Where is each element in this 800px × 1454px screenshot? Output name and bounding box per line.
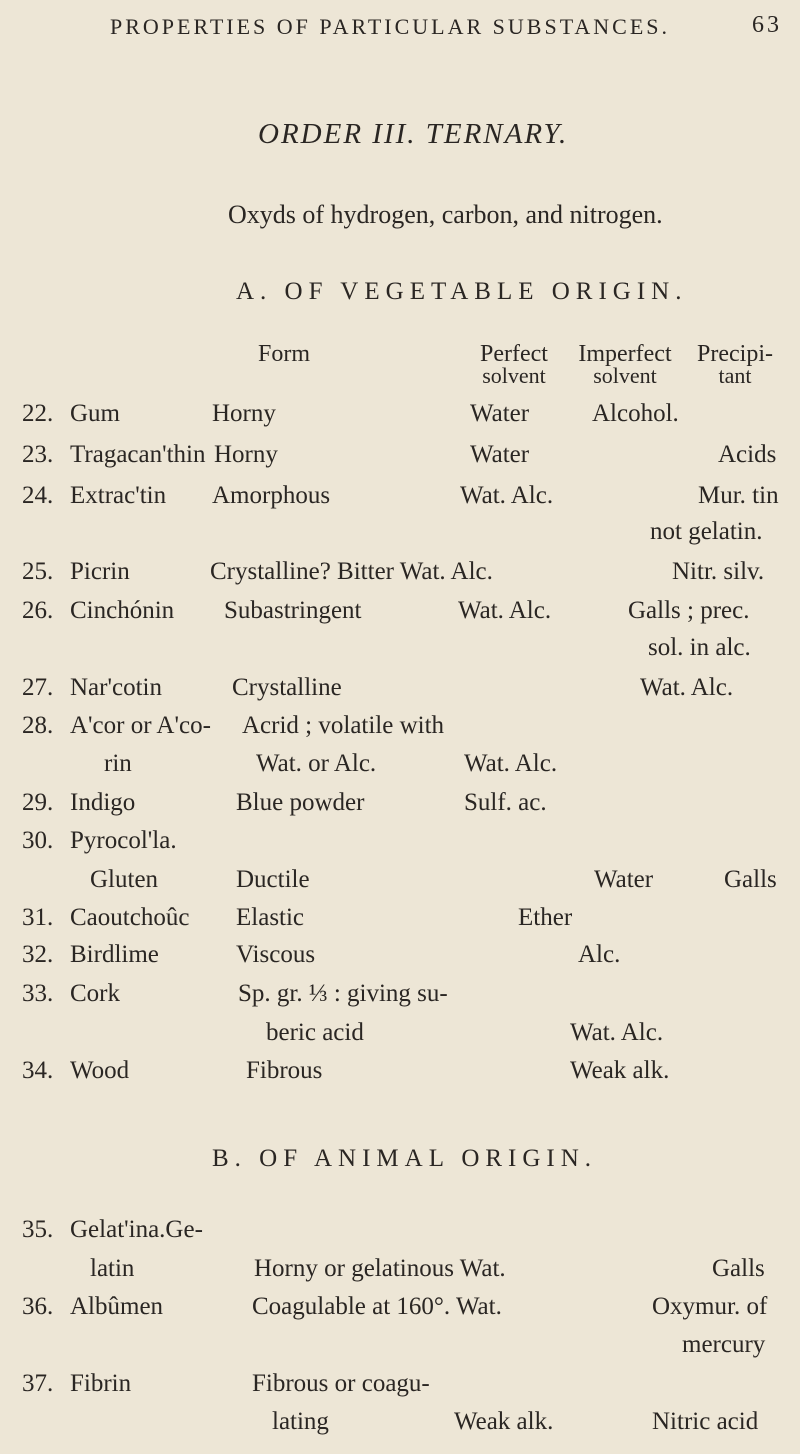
row-37-number: 37. [22, 1370, 54, 1397]
running-title: PROPERTIES OF PARTICULAR SUBSTANCES. [110, 14, 670, 39]
row-33-imperfect: Wat. Alc. [570, 1019, 664, 1046]
row-33-name: Cork [70, 980, 120, 1007]
row-28-name-cont: rin [104, 750, 132, 777]
row-37-name: Fibrin [70, 1370, 132, 1397]
row-31-form: Elastic [236, 904, 305, 931]
row-29-name: Indigo [70, 789, 136, 816]
column-form: Form [258, 341, 311, 367]
row-36-precip: Oxymur. of [652, 1293, 768, 1320]
row-22-perfect: Water [470, 400, 530, 427]
row-27-name: Nar'cotin [70, 674, 162, 701]
row-28-form-cont: Wat. or Alc. [256, 750, 377, 777]
row-36-precip-cont: mercury [682, 1331, 766, 1358]
row-31-name: Caoutchoûc [70, 904, 190, 931]
row-28-form: Acrid ; volatile with [242, 712, 445, 739]
row-23-precip: Acids [718, 441, 777, 468]
row-36-number: 36. [22, 1293, 54, 1320]
row-27-form: Crystalline [232, 674, 342, 701]
row-24-precip-cont: not gelatin. [650, 518, 763, 545]
row-26-precip: Galls ; prec. [628, 597, 750, 624]
column-perfect-line2: solvent [482, 363, 546, 388]
row-32-name: Birdlime [70, 941, 159, 968]
row-25-name: Picrin [70, 558, 130, 585]
row-34-number: 34. [22, 1057, 54, 1084]
row-37-form: Fibrous or coagu- [252, 1370, 430, 1397]
row-26-number: 26. [22, 597, 54, 624]
row-29-form: Blue powder [236, 789, 365, 816]
column-perfect [464, 341, 564, 388]
row-35-name: Gelat'ina.Ge- [70, 1216, 203, 1243]
row-22-number: 22. [22, 400, 54, 427]
row-32-imperfect: Alc. [578, 941, 621, 968]
row-33-form-cont: beric acid [266, 1019, 364, 1046]
row-30-precip: Galls [724, 866, 777, 893]
row-30-imperfect: Water [594, 866, 654, 893]
row-32-form: Viscous [236, 941, 316, 968]
row-30-name-cont: Gluten [90, 866, 159, 893]
subtitle: Oxyds of hydrogen, carbon, and nitrogen. [228, 200, 663, 229]
row-23-name: Tragacan'thin [70, 441, 206, 468]
row-24-precip: Mur. tin [698, 482, 779, 509]
row-37-perfect: Weak alk. [454, 1408, 554, 1435]
row-34-form: Fibrous [246, 1057, 323, 1084]
row-26-perfect: Wat. Alc. [458, 597, 552, 624]
row-24-form: Amorphous [212, 482, 331, 509]
row-35-form: Horny or gelatinous Wat. [254, 1255, 506, 1282]
column-precip-line1: Precipi- [697, 341, 773, 367]
row-23-number: 23. [22, 441, 54, 468]
row-30-number: 30. [22, 827, 54, 854]
row-25-number: 25. [22, 558, 54, 585]
row-24-perfect: Wat. Alc. [460, 482, 554, 509]
row-37-precip: Nitric acid [652, 1408, 759, 1435]
row-32-number: 32. [22, 941, 54, 968]
row-22-name: Gum [70, 400, 120, 427]
row-27-number: 27. [22, 674, 54, 701]
row-25-precip: Nitr. silv. [672, 558, 765, 585]
column-perfect-line1: Perfect [480, 341, 548, 367]
row-34-name: Wood [70, 1057, 130, 1084]
row-35-number: 35. [22, 1216, 54, 1243]
row-24-number: 24. [22, 482, 54, 509]
row-30-form: Ductile [236, 866, 310, 893]
row-34-imperfect: Weak alk. [570, 1057, 670, 1084]
row-36-form: Coagulable at 160°. Wat. [252, 1293, 502, 1320]
row-25-form: Crystalline? Bitter Wat. Alc. [210, 558, 493, 585]
row-28-number: 28. [22, 712, 54, 739]
section-a-heading: A. OF VEGETABLE ORIGIN. [236, 278, 688, 305]
column-imperfect-line1: Imperfect [578, 341, 672, 367]
column-precip-line2: tant [718, 363, 752, 388]
row-35-precip: Galls [712, 1255, 765, 1282]
row-36-name: Albûmen [70, 1293, 164, 1320]
row-26-name: Cinchónin [70, 597, 175, 624]
row-22-form: Horny [212, 400, 276, 427]
row-27-imperfect: Wat. Alc. [640, 674, 734, 701]
row-33-number: 33. [22, 980, 54, 1007]
row-30-name: Pyrocol'la. [70, 827, 177, 854]
page-number: 63 [752, 12, 782, 38]
row-29-perfect: Sulf. ac. [464, 789, 547, 816]
column-imperfect-line2: solvent [593, 363, 657, 388]
column-precipitant [680, 341, 790, 388]
row-31-number: 31. [22, 904, 54, 931]
row-28-name: A'cor or A'co- [70, 712, 211, 739]
row-29-number: 29. [22, 789, 54, 816]
row-24-name: Extrac'tin [70, 482, 167, 509]
column-imperfect [570, 341, 680, 388]
section-b-heading: B. OF ANIMAL ORIGIN. [212, 1145, 598, 1172]
row-22-imperfect: Alcohol. [592, 400, 679, 427]
row-37-form-cont: lating [272, 1408, 329, 1435]
row-28-imperfect: Wat. Alc. [464, 750, 558, 777]
order-title: ORDER III. TERNARY. [258, 118, 569, 150]
row-35-name-cont: latin [90, 1255, 135, 1282]
row-23-form: Horny [214, 441, 278, 468]
row-31-perfect: Ether [518, 904, 573, 931]
row-23-perfect: Water [470, 441, 530, 468]
row-33-form: Sp. gr. ⅓ : giving su- [238, 980, 448, 1007]
row-26-precip-cont: sol. in alc. [648, 634, 751, 661]
row-26-form: Subastringent [224, 597, 362, 624]
